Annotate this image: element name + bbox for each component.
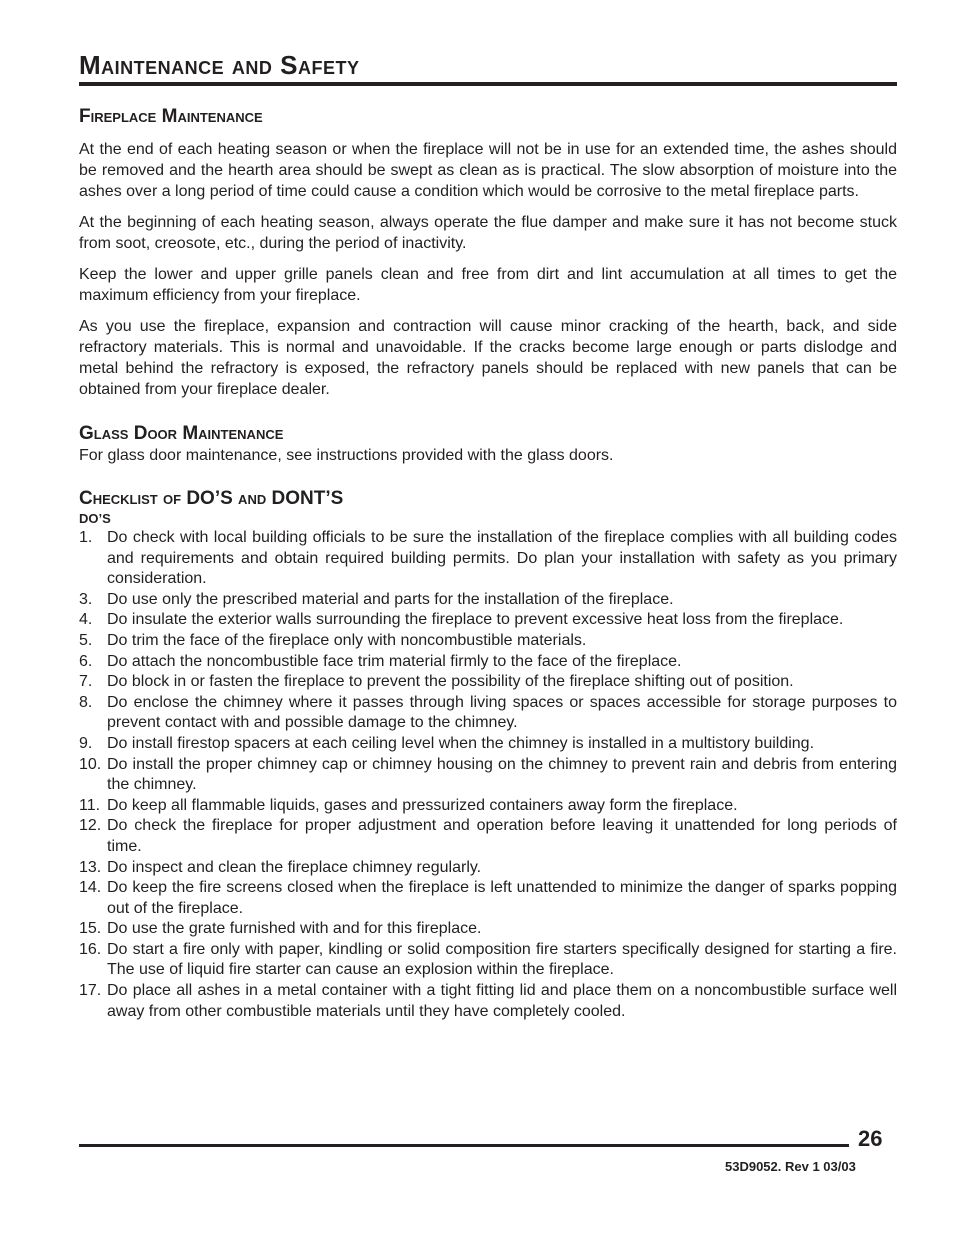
list-item bbox=[79, 590, 897, 611]
item-text: Do inspect and clean the fireplace chimney regularly. bbox=[107, 858, 482, 876]
section-heading: Checklist of DO’S and DONT’S bbox=[79, 488, 344, 509]
item-number: 8. bbox=[79, 693, 93, 711]
paragraph: Keep the lower and upper grille panels clean and free from dirt and lint accumulation at all times to get the maximum efficiency from your fireplace. bbox=[79, 266, 897, 304]
list-item bbox=[79, 528, 897, 590]
list-item bbox=[79, 693, 897, 734]
list-item bbox=[79, 878, 897, 919]
section-heading: Glass Door Maintenance bbox=[79, 423, 284, 444]
item-text: Do trim the face of the fireplace only with noncombustible materials. bbox=[107, 631, 587, 649]
list-item bbox=[79, 858, 897, 879]
checklist-section bbox=[79, 488, 897, 1022]
item-number: 6. bbox=[79, 652, 93, 670]
list-item bbox=[79, 796, 897, 817]
page-content bbox=[79, 50, 897, 1022]
item-number: 10. bbox=[79, 755, 102, 773]
list-item bbox=[79, 919, 897, 940]
item-text: Do enclose the chimney where it passes through living spaces or spaces accessible for storage purposes to prevent contact with and possible damage to the chimney. bbox=[107, 693, 897, 732]
item-number: 15. bbox=[79, 920, 102, 938]
page-title: Maintenance and Safety bbox=[79, 50, 897, 86]
item-number: 5. bbox=[79, 631, 93, 649]
item-text: Do install firestop spacers at each ceiling level when the chimney is installed in a multistory building. bbox=[107, 734, 815, 752]
list-item bbox=[79, 816, 897, 857]
page-number: 26 bbox=[858, 1126, 883, 1151]
item-text: Do place all ashes in a metal container with a tight fitting lid and place them on a noncombustible surface well away from other combustible materials until they have completely cooled. bbox=[107, 982, 897, 1020]
item-number: 1. bbox=[79, 529, 93, 546]
item-number: 14. bbox=[79, 879, 102, 897]
item-number: 3. bbox=[79, 590, 93, 608]
list-item bbox=[79, 755, 897, 796]
list-item bbox=[79, 981, 897, 1022]
item-text: Do install the proper chimney cap or chimney housing on the chimney to prevent rain and debris from entering the chimney. bbox=[107, 755, 897, 794]
item-text: Do check the fireplace for proper adjustment and operation before leaving it unattended for long periods of time. bbox=[107, 817, 897, 855]
list-item bbox=[79, 652, 897, 673]
item-number: 13. bbox=[79, 858, 102, 876]
paragraph: For glass door maintenance, see instructions provided with the glass doors. bbox=[79, 447, 614, 464]
list-item bbox=[79, 734, 897, 755]
item-number: 16. bbox=[79, 940, 102, 958]
item-text: Do start a fire only with paper, kindling or solid composition fire starters specifically designed for starting a fire. The use of liquid fire starter can cause an explosion within the fireplace. bbox=[107, 940, 897, 979]
list-item bbox=[79, 610, 897, 631]
item-number: 11. bbox=[79, 796, 101, 814]
paragraph: As you use the fireplace, expansion and contraction will cause minor cracking of the hearth, back, and side refractory materials. This is normal and unavoidable. If the cracks become large enough or parts dislodge and metal behind the refractory is exposed, the refractory panels should be replaced with new panels that can be obtained from your fireplace dealer. bbox=[79, 318, 897, 398]
item-text: Do use the grate furnished with and for this fireplace. bbox=[107, 920, 482, 938]
dos-subheading: DO’S bbox=[79, 511, 111, 526]
item-number: 7. bbox=[79, 673, 93, 691]
list-item bbox=[79, 631, 897, 652]
section-heading: Fireplace Maintenance bbox=[79, 106, 263, 127]
item-text: Do insulate the exterior walls surrounding the fireplace to prevent excessive heat loss from the fireplace. bbox=[107, 611, 844, 629]
item-number: 9. bbox=[79, 734, 93, 752]
list-item bbox=[79, 940, 897, 981]
fireplace-maintenance-section bbox=[79, 106, 897, 400]
item-text: Do use only the prescribed material and parts for the installation of the fireplace. bbox=[107, 590, 674, 608]
item-text: Do keep the fire screens closed when the fireplace is left unattended to minimize the danger of sparks popping out of the fireplace. bbox=[107, 879, 897, 917]
checklist bbox=[79, 528, 897, 1022]
item-number: 12. bbox=[79, 817, 102, 835]
document-code: 53D9052. Rev 1 03/03 bbox=[725, 1159, 856, 1174]
paragraph: At the end of each heating season or when the fireplace will not be in use for an extended time, the ashes should be removed and the hearth area should be swept as clean as is practical. The slow absorption of moisture into the ashes over a long period of time could cause a condition which would be corrosive to the metal fireplace parts. bbox=[79, 141, 897, 200]
item-text: Do attach the noncombustible face trim material firmly to the face of the fireplace. bbox=[107, 652, 682, 670]
footer-rule bbox=[79, 1144, 849, 1147]
item-number: 4. bbox=[79, 611, 93, 629]
item-text: Do check with local building officials to be sure the installation of the fireplace complies with all building codes and requirements and obtain required building permits. Do plan your installation with safety as you primary consideration. bbox=[107, 529, 897, 588]
list-item bbox=[79, 672, 897, 693]
item-text: Do keep all flammable liquids, gases and pressurized containers away form the fireplace. bbox=[107, 796, 738, 814]
paragraph: At the beginning of each heating season, always operate the flue damper and make sure it has not become stuck from soot, creosote, etc., during the period of inactivity. bbox=[79, 214, 897, 252]
glass-door-maintenance-section bbox=[79, 423, 897, 466]
item-text: Do block in or fasten the fireplace to prevent the possibility of the fireplace shifting out of position. bbox=[107, 673, 794, 691]
item-number: 17. bbox=[79, 982, 102, 1000]
